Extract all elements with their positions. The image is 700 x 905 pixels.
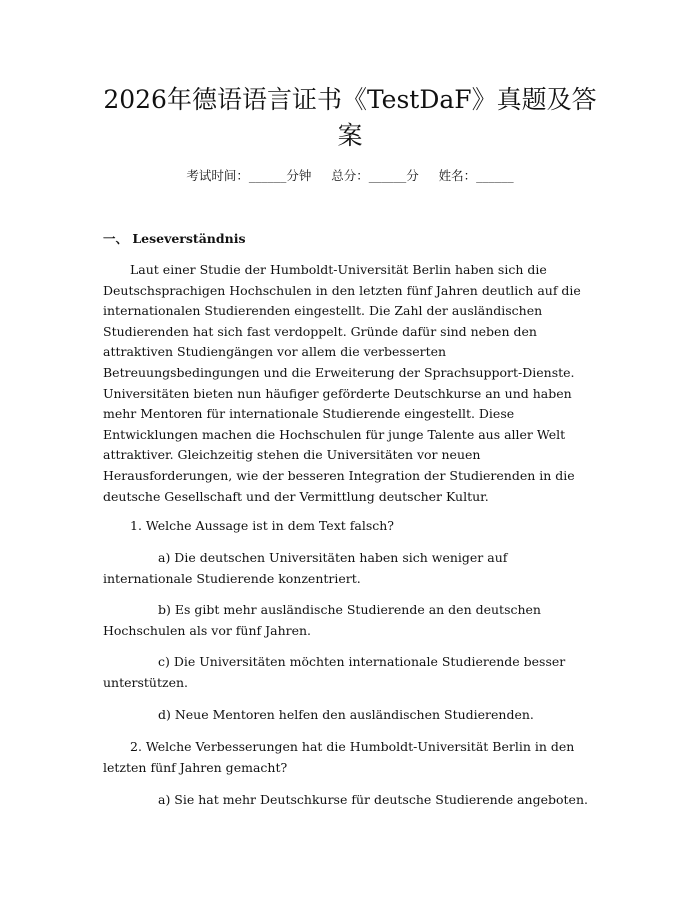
question-2: 2. Welche Verbesserungen hat die Humboldt-Universität Berlin in den letzten fünf Jahren gemacht? [103, 739, 575, 775]
document-title: 2026年德语语言证书《TestDaF》真题及答案 [103, 85, 597, 150]
question-2-option-a: a) Sie hat mehr Deutschkurse für deutsche Studierende angeboten. [158, 792, 588, 807]
question-1-option-a: a) Die deutschen Universitäten haben sich weniger auf internationale Studierende konzentriert. [103, 550, 508, 586]
question-1-option-b: b) Es gibt mehr ausländische Studierende an den deutschen Hochschulen als vor fünf Jahren. [103, 602, 541, 638]
reading-passage: Laut einer Studie der Humboldt-Universität Berlin haben sich die Deutschsprachigen Hochschulen in den letzten fünf Jahren deutlich auf die internationalen Studierenden eingestellt. Die Zahl der ausländischen Studierenden hat sich fast verdoppelt. Gründe dafür sind neben den attraktiven Studiengängen vor allem die verbesserten Betreuungsbedingungen und die Erweiterung der Sprachsupport-Dienste. Universitäten bieten nun häufiger geförderte Deutschkurse an und haben mehr Mentoren für internationale Studierende eingestellt. Diese Entwicklungen machen die Hochschulen für junge Talente aus aller Welt attraktiver. Gleichzeitig stehen die Universitäten vor neuen Herausforderungen, wie der besseren Integration der Studierenden in die deutsche Gesellschaft und der Vermittlung deutscher Kultur. [103, 262, 581, 504]
question-1-option-d: d) Neue Mentoren helfen den ausländischen Studierenden. [158, 707, 534, 722]
question-1-option-c: c) Die Universitäten möchten internationale Studierende besser unterstützen. [103, 654, 566, 690]
exam-info-line: 考试时间：______分钟 总分：______分 姓名：______ [186, 168, 514, 183]
section-heading-reading: 一、 Leseverständnis [103, 231, 246, 246]
question-1: 1. Welche Aussage ist in dem Text falsch? [130, 518, 394, 533]
